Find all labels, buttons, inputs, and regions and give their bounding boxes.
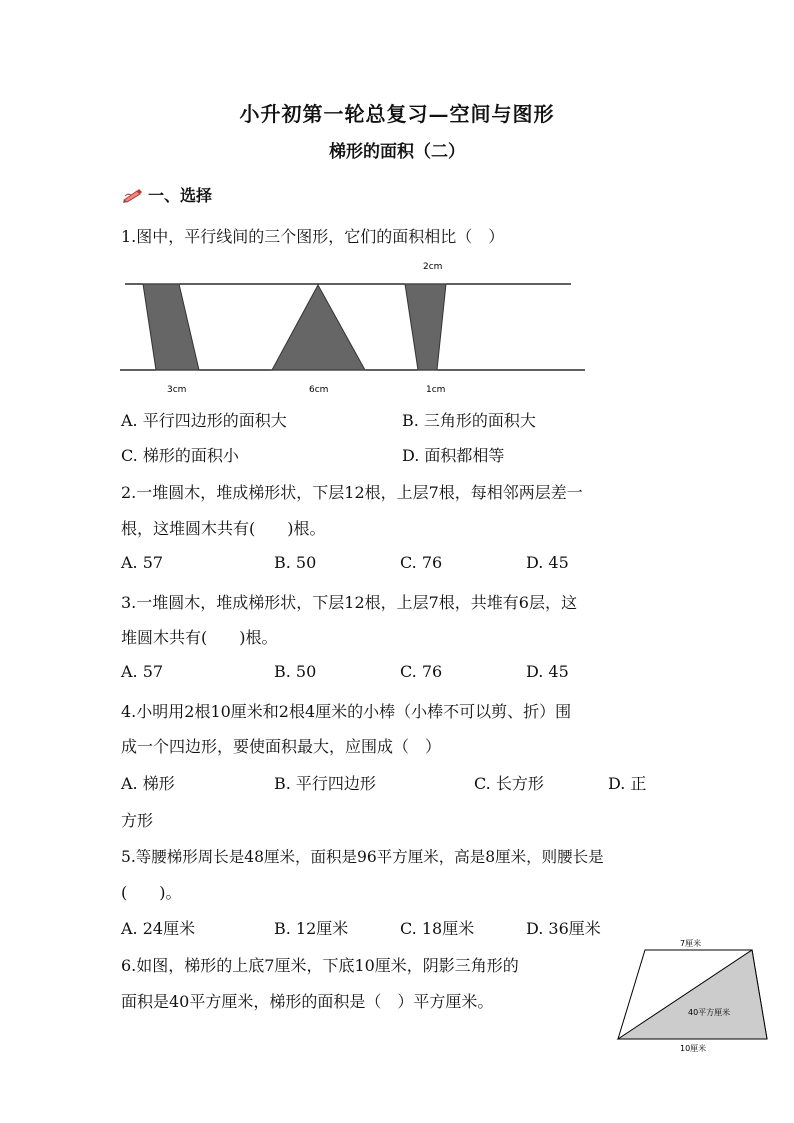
q5-option-c[interactable]: C. 18厘米 (400, 919, 475, 938)
q2-option-a[interactable]: A. 57 (121, 553, 164, 572)
q2-option-c[interactable]: C. 76 (400, 553, 443, 572)
q1-figure (115, 255, 595, 400)
section-label: 一、选择 (148, 186, 213, 205)
q2-line-1: 2.一堆圆木，堆成梯形状，下层12根，上层7根，每相邻两层差一 (121, 483, 583, 502)
pencil-icon (122, 187, 144, 203)
q1-label-3cm: 3cm (167, 385, 187, 395)
q4-line-2: 成一个四边形，要使面积最大，应围成（ ） (121, 737, 442, 756)
q4-line-1: 4.小明用2根10厘米和2根4厘米的小棒（小棒不可以剪、折）围 (121, 702, 572, 721)
q1-option-a[interactable]: A. 平行四边形的面积大 (121, 411, 287, 430)
q6-label-top: 7厘米 (680, 939, 702, 948)
q5-option-a[interactable]: A. 24厘米 (121, 919, 196, 938)
q2-line-2: 根，这堆圆木共有( )根。 (121, 519, 326, 538)
q2-option-b[interactable]: B. 50 (274, 553, 317, 572)
q3-line-1: 3.一堆圆木，堆成梯形状，下层12根，上层7根，共堆有6层，这 (121, 593, 577, 612)
q3-option-a[interactable]: A. 57 (121, 662, 164, 681)
q1-option-c[interactable]: C. 梯形的面积小 (121, 446, 239, 465)
q6-label-bottom: 10厘米 (680, 1044, 707, 1053)
q3-line-2: 堆圆木共有( )根。 (121, 628, 278, 647)
parallelogram-shape (143, 284, 199, 370)
q1-label-2cm: 2cm (423, 262, 443, 272)
q6-label-shaded: 40平方厘米 (688, 1008, 731, 1017)
q5-option-b[interactable]: B. 12厘米 (274, 919, 349, 938)
page-subtitle: 梯形的面积（二） (329, 142, 465, 162)
q4-option-a[interactable]: A. 梯形 (121, 774, 175, 793)
q6-line-1: 6.如图，梯形的上底7厘米，下底10厘米，阴影三角形的 (121, 956, 519, 975)
q4-option-c[interactable]: C. 长方形 (474, 774, 544, 793)
triangle-shape (272, 285, 365, 370)
q5-line-1: 5.等腰梯形周长是48厘米，面积是96平方厘米，高是8厘米，则腰长是 (121, 848, 604, 866)
q4-option-d-wrap: 方形 (121, 811, 154, 830)
q5-line-2: ( )。 (121, 883, 182, 902)
q3-option-c[interactable]: C. 76 (400, 662, 443, 681)
q3-option-d[interactable]: D. 45 (526, 662, 569, 681)
q6-figure (612, 935, 776, 1055)
section-heading (122, 183, 212, 206)
q1-option-b[interactable]: B. 三角形的面积大 (402, 411, 536, 430)
q5-option-d[interactable]: D. 36厘米 (526, 919, 601, 938)
q4-option-b[interactable]: B. 平行四边形 (274, 774, 376, 793)
q4-option-d[interactable]: D. 正 (608, 774, 647, 793)
trapezoid-shape (405, 284, 446, 370)
q6-line-2: 面积是40平方厘米，梯形的面积是（ ）平方厘米。 (121, 992, 494, 1011)
q1-label-1cm: 1cm (426, 385, 446, 395)
q2-option-d[interactable]: D. 45 (526, 553, 569, 572)
page-title: 小升初第一轮总复习—空间与图形 (239, 102, 555, 126)
q1-option-d[interactable]: D. 面积都相等 (402, 446, 505, 465)
q3-option-b[interactable]: B. 50 (274, 662, 317, 681)
q1-label-6cm: 6cm (309, 385, 329, 395)
q1-stem: 1.图中，平行线间的三个图形，它们的面积相比（ ） (121, 227, 505, 246)
